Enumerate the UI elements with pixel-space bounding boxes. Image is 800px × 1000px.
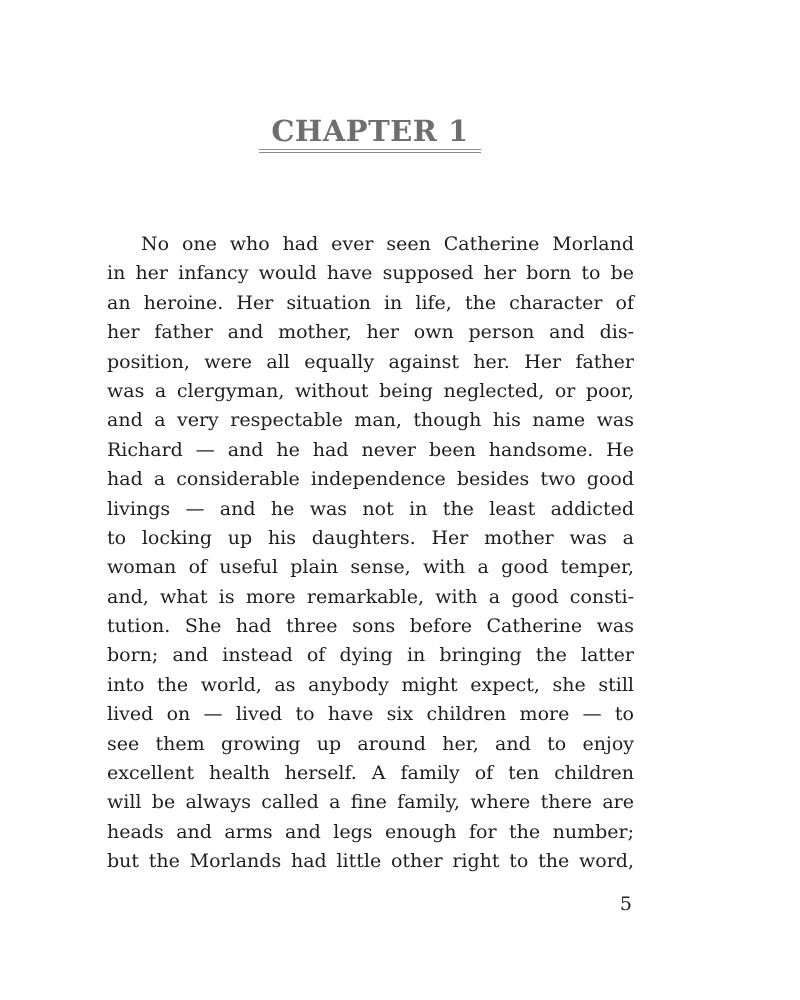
text-line: to locking up his daughters. Her mother was a	[107, 526, 634, 549]
chapter-title: CHAPTER 1	[271, 114, 469, 148]
text-line: was a clergyman, without being neglected, or poor,	[107, 379, 634, 402]
chapter-body-text	[107, 230, 634, 877]
text-line: but the Morlands had little other right to the word,	[107, 850, 634, 873]
text-line: into the world, as anybody might expect, she still	[107, 673, 634, 696]
chapter-title-double-rule	[259, 149, 481, 153]
text-line: an heroine. Her situation in life, the character of	[107, 291, 634, 314]
text-line: No one who had ever seen Catherine Morland	[141, 233, 634, 255]
text-line: and, what is more remarkable, with a good consti-	[107, 585, 634, 608]
chapter-heading	[259, 113, 481, 153]
text-line: tution. She had three sons before Catherine was	[107, 615, 634, 638]
text-line: will be always called a fine family, where there are	[107, 791, 634, 814]
text-line: Richard — and he had never been handsome. He	[107, 438, 634, 461]
text-line: born; and instead of dying in bringing the latter	[107, 644, 634, 667]
text-line: livings — and he was not in the least addicted	[107, 497, 634, 520]
text-line: and a very respectable man, though his name was	[107, 409, 634, 432]
text-line: excellent health herself. A family of ten children	[107, 762, 634, 785]
text-line: heads and arms and legs enough for the number;	[107, 820, 634, 843]
text-line: woman of useful plain sense, with a good temper,	[107, 556, 634, 579]
text-line: position, were all equally against her. Her father	[107, 350, 634, 373]
text-line: see them growing up around her, and to enjoy	[107, 732, 634, 755]
text-line: had a considerable independence besides two good	[107, 468, 634, 491]
text-line: lived on — lived to have six children more — to	[107, 703, 634, 726]
text-line: in her infancy would have supposed her born to be	[107, 262, 634, 285]
page-number: 5	[619, 893, 632, 915]
text-line: her father and mother, her own person and dis-	[107, 321, 634, 344]
